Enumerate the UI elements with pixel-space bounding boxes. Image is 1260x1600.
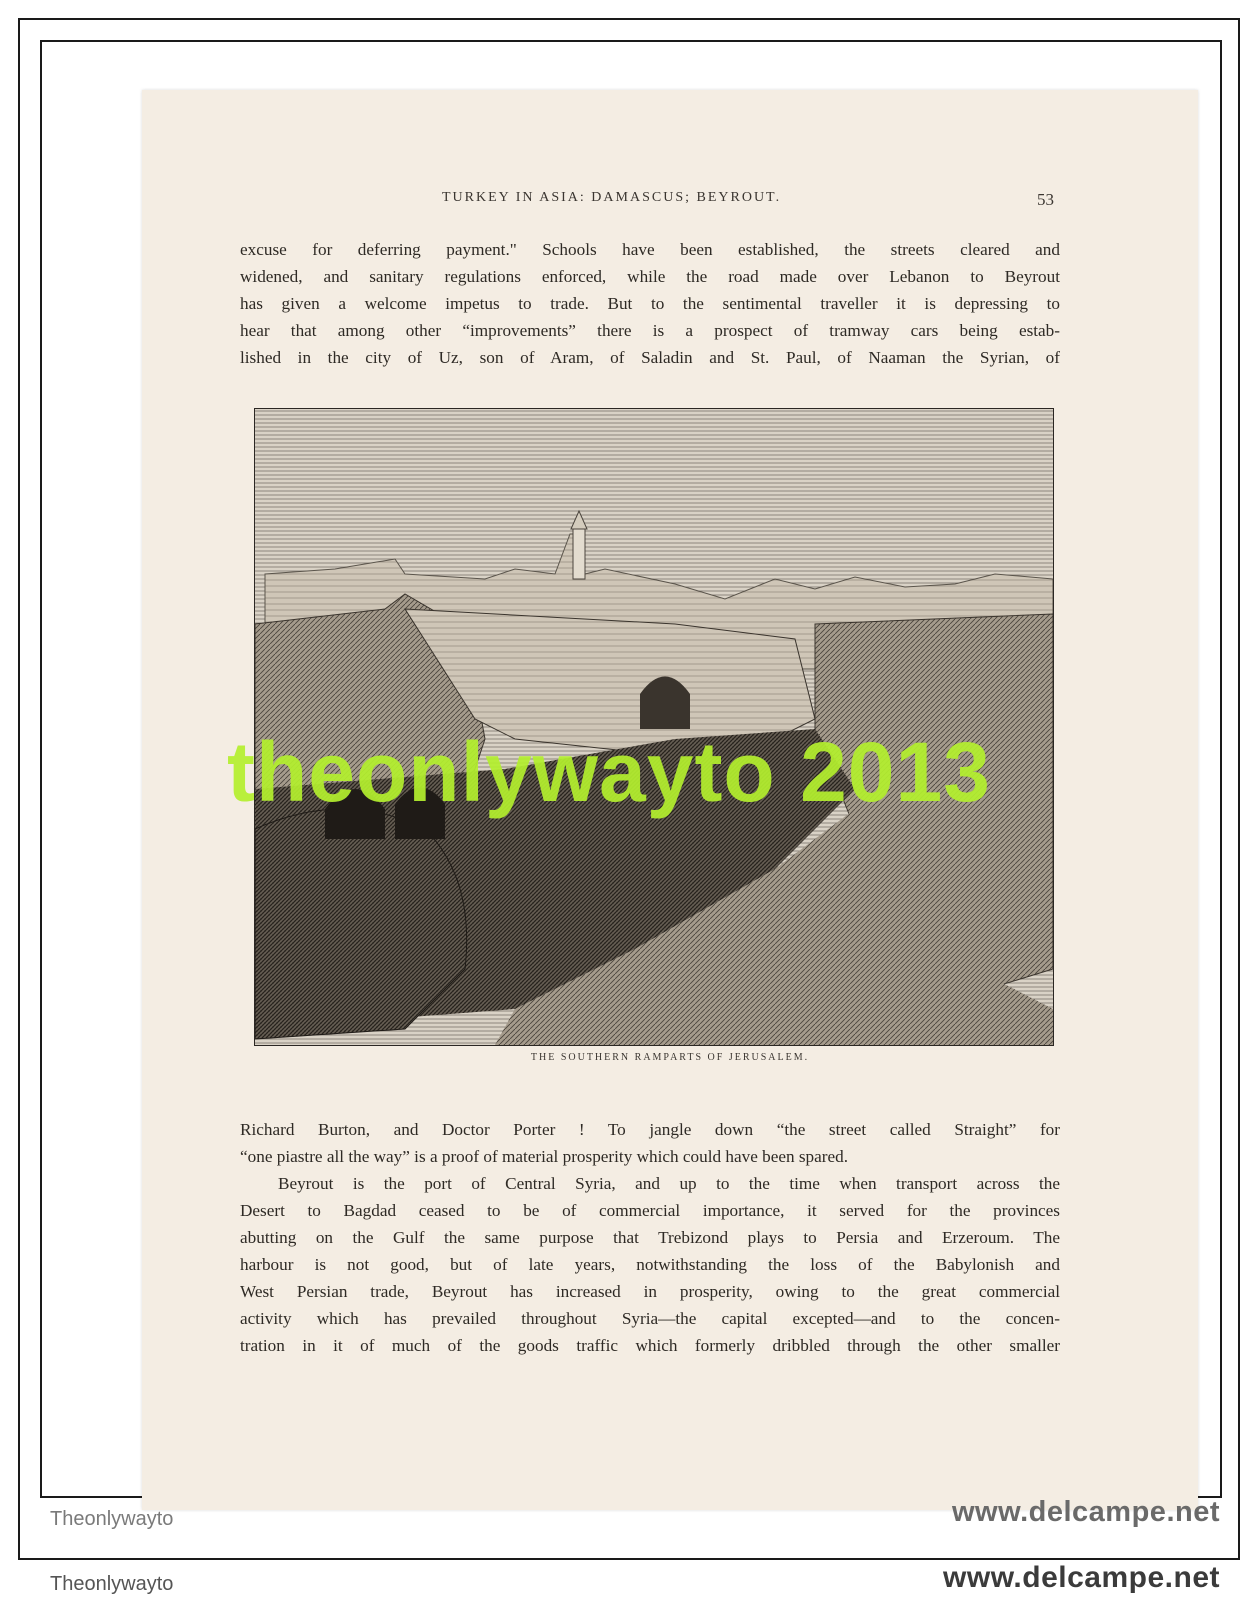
top-paragraph — [240, 236, 1060, 371]
text-line: has given a welcome impetus to trade. But to the sentimental traveller it is depressing to — [240, 294, 1060, 313]
seller-name: Theonlywayto — [50, 1508, 174, 1530]
text-line: activity which has prevailed throughout Syria—the capital excepted—and to the concen- — [240, 1309, 1060, 1328]
text-line: Richard Burton, and Doctor Porter ! To jangle down “the street called Straight” for — [240, 1120, 1060, 1139]
text-line: excuse for deferring payment." Schools have been established, the streets cleared and — [240, 240, 1060, 259]
watermark-text: theonlywayto 2013 — [227, 725, 991, 819]
text-line: Beyrout is the port of Central Syria, and up to the time when transport across the — [278, 1174, 1060, 1193]
text-line: Desert to Bagdad ceased to be of commercial importance, it served for the provinces — [240, 1201, 1060, 1220]
site-link[interactable]: www.delcampe.net — [943, 1561, 1220, 1594]
text-line: widened, and sanitary regulations enforced, while the road made over Lebanon to Beyrout — [240, 267, 1060, 286]
text-line: “one piastre all the way” is a proof of material prosperity which could have been spared. — [240, 1147, 849, 1166]
bottom-text — [240, 1116, 1060, 1359]
illustration-caption: THE SOUTHERN RAMPARTS OF JERUSALEM. — [530, 1052, 810, 1063]
page-number: 53 — [1037, 190, 1054, 209]
text-line: hear that among other “improvements” there is a prospect of tramway cars being estab- — [240, 321, 1060, 340]
seller-name: Theonlywayto — [50, 1573, 174, 1595]
text-line: harbour is not good, but of late years, notwithstanding the loss of the Babylonish and — [240, 1255, 1060, 1274]
site-link[interactable]: www.delcampe.net — [952, 1496, 1220, 1528]
text-line: West Persian trade, Beyrout has increased in prosperity, owing to the great commercial — [240, 1282, 1060, 1301]
text-line: tration in it of much of the goods traffic which formerly dribbled through the other smaller — [240, 1336, 1060, 1355]
text-line: abutting on the Gulf the same purpose that Trebizond plays to Persia and Erzeroum. The — [240, 1228, 1060, 1247]
text-line: lished in the city of Uz, son of Aram, of Saladin and St. Paul, of Naaman the Syrian, of — [240, 348, 1060, 367]
listing-image-frame — [40, 40, 1222, 1498]
running-head-title: TURKEY IN ASIA: DAMASCUS; BEYROUT. — [442, 190, 782, 205]
